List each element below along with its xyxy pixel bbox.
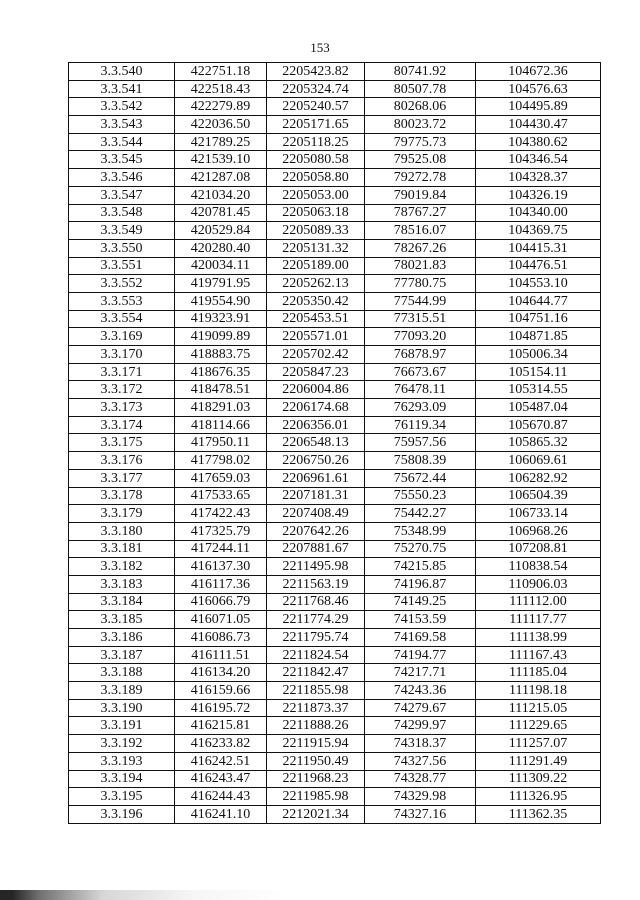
coord-d-cell: 106282.92 [476,469,601,487]
coord-a-cell: 416233.82 [175,735,267,753]
coord-c-cell: 74215.85 [365,558,476,576]
point-id-cell: 3.3.187 [69,646,175,664]
coord-d-cell: 110906.03 [476,575,601,593]
coord-b-cell: 2211824.54 [267,646,365,664]
coord-c-cell: 80507.78 [365,80,476,98]
table-row [69,575,601,593]
table-row [69,363,601,381]
coord-b-cell: 2206174.68 [267,399,365,417]
coord-c-cell: 74318.37 [365,735,476,753]
coord-a-cell: 422751.18 [175,63,267,81]
point-id-cell: 3.3.180 [69,522,175,540]
coord-c-cell: 74217.71 [365,664,476,682]
coord-b-cell: 2206356.01 [267,416,365,434]
coord-c-cell: 74149.25 [365,593,476,611]
point-id-cell: 3.3.179 [69,505,175,523]
coord-d-cell: 105670.87 [476,416,601,434]
coord-a-cell: 416243.47 [175,770,267,788]
point-id-cell: 3.3.186 [69,629,175,647]
table-row [69,239,601,257]
coord-b-cell: 2211563.19 [267,575,365,593]
coord-a-cell: 416242.51 [175,752,267,770]
coord-a-cell: 416195.72 [175,699,267,717]
coord-a-cell: 417422.43 [175,505,267,523]
coord-d-cell: 106069.61 [476,452,601,470]
point-id-cell: 3.3.544 [69,133,175,151]
table-row [69,805,601,823]
table-row [69,399,601,417]
coord-d-cell: 104415.31 [476,239,601,257]
coord-b-cell: 2212021.34 [267,805,365,823]
table-row [69,80,601,98]
table-row [69,346,601,364]
point-id-cell: 3.3.188 [69,664,175,682]
coord-d-cell: 104430.47 [476,116,601,134]
coord-d-cell: 105006.34 [476,346,601,364]
coord-a-cell: 420781.45 [175,204,267,222]
coord-a-cell: 417659.03 [175,469,267,487]
table-row [69,522,601,540]
coord-a-cell: 418883.75 [175,346,267,364]
coord-b-cell: 2211774.29 [267,611,365,629]
coord-d-cell: 104346.54 [476,151,601,169]
table-row [69,788,601,806]
coord-d-cell: 111309.22 [476,770,601,788]
point-id-cell: 3.3.170 [69,346,175,364]
coord-b-cell: 2205118.25 [267,133,365,151]
coord-a-cell: 418291.03 [175,399,267,417]
coord-d-cell: 106733.14 [476,505,601,523]
point-id-cell: 3.3.193 [69,752,175,770]
coord-a-cell: 416071.05 [175,611,267,629]
coord-d-cell: 104340.00 [476,204,601,222]
coord-b-cell: 2207881.67 [267,540,365,558]
coord-d-cell: 107208.81 [476,540,601,558]
point-id-cell: 3.3.192 [69,735,175,753]
table-row [69,505,601,523]
table-row [69,257,601,275]
table-row [69,151,601,169]
coord-c-cell: 74329.98 [365,788,476,806]
coord-c-cell: 74153.59 [365,611,476,629]
coord-c-cell: 78267.26 [365,239,476,257]
coord-c-cell: 79272.78 [365,169,476,187]
coord-c-cell: 77315.51 [365,310,476,328]
coord-c-cell: 77780.75 [365,275,476,293]
coord-a-cell: 418676.35 [175,363,267,381]
point-id-cell: 3.3.196 [69,805,175,823]
table-row [69,611,601,629]
point-id-cell: 3.3.541 [69,80,175,98]
coord-b-cell: 2205847.23 [267,363,365,381]
coord-c-cell: 77093.20 [365,328,476,346]
coord-c-cell: 75957.56 [365,434,476,452]
coord-a-cell: 421539.10 [175,151,267,169]
coord-d-cell: 111326.95 [476,788,601,806]
coord-a-cell: 420034.11 [175,257,267,275]
table-row [69,169,601,187]
coord-d-cell: 111185.04 [476,664,601,682]
table-row [69,452,601,470]
coord-b-cell: 2205324.74 [267,80,365,98]
coord-d-cell: 105865.32 [476,434,601,452]
table-row [69,204,601,222]
point-id-cell: 3.3.174 [69,416,175,434]
coord-c-cell: 76878.97 [365,346,476,364]
coord-a-cell: 419099.89 [175,328,267,346]
coord-b-cell: 2206961.61 [267,469,365,487]
coord-c-cell: 80268.06 [365,98,476,116]
coord-c-cell: 78021.83 [365,257,476,275]
point-id-cell: 3.3.194 [69,770,175,788]
coord-c-cell: 75270.75 [365,540,476,558]
coord-b-cell: 2211768.46 [267,593,365,611]
point-id-cell: 3.3.173 [69,399,175,417]
coord-a-cell: 420280.40 [175,239,267,257]
coord-d-cell: 111229.65 [476,717,601,735]
table-row [69,434,601,452]
coordinate-table [68,62,601,824]
coord-d-cell: 111112.00 [476,593,601,611]
point-id-cell: 3.3.183 [69,575,175,593]
point-id-cell: 3.3.189 [69,682,175,700]
coord-d-cell: 111215.05 [476,699,601,717]
table-row [69,292,601,310]
coord-b-cell: 2205171.65 [267,116,365,134]
point-id-cell: 3.3.552 [69,275,175,293]
coord-a-cell: 417950.11 [175,434,267,452]
coord-d-cell: 104326.19 [476,186,601,204]
coord-b-cell: 2205058.80 [267,169,365,187]
coord-d-cell: 104476.51 [476,257,601,275]
table-row [69,682,601,700]
coord-b-cell: 2205063.18 [267,204,365,222]
table-row [69,310,601,328]
table-row [69,487,601,505]
table-row [69,222,601,240]
coord-a-cell: 416066.79 [175,593,267,611]
coord-b-cell: 2206750.26 [267,452,365,470]
coord-d-cell: 104495.89 [476,98,601,116]
table-row [69,717,601,735]
coord-d-cell: 111198.18 [476,682,601,700]
coord-c-cell: 80023.72 [365,116,476,134]
point-id-cell: 3.3.175 [69,434,175,452]
table-row [69,116,601,134]
coord-c-cell: 74243.36 [365,682,476,700]
point-id-cell: 3.3.554 [69,310,175,328]
coord-c-cell: 78516.07 [365,222,476,240]
point-id-cell: 3.3.181 [69,540,175,558]
coord-d-cell: 111362.35 [476,805,601,823]
coord-b-cell: 2205131.32 [267,239,365,257]
table-row [69,469,601,487]
coord-a-cell: 422036.50 [175,116,267,134]
table-row [69,275,601,293]
coord-b-cell: 2211873.37 [267,699,365,717]
coord-c-cell: 77544.99 [365,292,476,310]
coord-d-cell: 105154.11 [476,363,601,381]
coord-a-cell: 416215.81 [175,717,267,735]
point-id-cell: 3.3.185 [69,611,175,629]
coord-d-cell: 104380.62 [476,133,601,151]
coord-d-cell: 110838.54 [476,558,601,576]
point-id-cell: 3.3.548 [69,204,175,222]
coord-d-cell: 106504.39 [476,487,601,505]
coord-a-cell: 417798.02 [175,452,267,470]
point-id-cell: 3.3.182 [69,558,175,576]
coord-b-cell: 2211915.94 [267,735,365,753]
coord-c-cell: 75348.99 [365,522,476,540]
coord-a-cell: 416134.20 [175,664,267,682]
table-row [69,558,601,576]
coord-b-cell: 2207181.31 [267,487,365,505]
point-id-cell: 3.3.191 [69,717,175,735]
coord-a-cell: 416137.30 [175,558,267,576]
table-row [69,133,601,151]
coord-b-cell: 2205350.42 [267,292,365,310]
coord-c-cell: 76478.11 [365,381,476,399]
coord-a-cell: 417244.11 [175,540,267,558]
point-id-cell: 3.3.550 [69,239,175,257]
coord-c-cell: 74169.58 [365,629,476,647]
point-id-cell: 3.3.169 [69,328,175,346]
coord-b-cell: 2205089.33 [267,222,365,240]
page-number: 153 [310,40,330,55]
coord-b-cell: 2211495.98 [267,558,365,576]
coord-a-cell: 421789.25 [175,133,267,151]
coord-d-cell: 111167.43 [476,646,601,664]
coord-a-cell: 421287.08 [175,169,267,187]
coord-d-cell: 106968.26 [476,522,601,540]
coord-c-cell: 74299.97 [365,717,476,735]
coord-b-cell: 2211795.74 [267,629,365,647]
coord-b-cell: 2206004.86 [267,381,365,399]
coord-a-cell: 420529.84 [175,222,267,240]
coord-b-cell: 2211968.23 [267,770,365,788]
coord-d-cell: 104672.36 [476,63,601,81]
coord-c-cell: 76119.34 [365,416,476,434]
point-id-cell: 3.3.178 [69,487,175,505]
coord-d-cell: 104644.77 [476,292,601,310]
table-row [69,381,601,399]
coord-b-cell: 2211985.98 [267,788,365,806]
coord-b-cell: 2211842.47 [267,664,365,682]
coord-c-cell: 75808.39 [365,452,476,470]
table-row [69,646,601,664]
coordinate-table-body [69,63,601,824]
coord-c-cell: 79775.73 [365,133,476,151]
coord-b-cell: 2205189.00 [267,257,365,275]
coord-a-cell: 419323.91 [175,310,267,328]
point-id-cell: 3.3.551 [69,257,175,275]
coord-c-cell: 74327.16 [365,805,476,823]
coord-a-cell: 416159.66 [175,682,267,700]
point-id-cell: 3.3.177 [69,469,175,487]
coord-d-cell: 104871.85 [476,328,601,346]
coord-d-cell: 111117.77 [476,611,601,629]
table-row [69,186,601,204]
coord-d-cell: 111138.99 [476,629,601,647]
coord-b-cell: 2207642.26 [267,522,365,540]
point-id-cell: 3.3.542 [69,98,175,116]
coord-a-cell: 421034.20 [175,186,267,204]
coord-d-cell: 104328.37 [476,169,601,187]
point-id-cell: 3.3.195 [69,788,175,806]
coord-a-cell: 419554.90 [175,292,267,310]
coord-c-cell: 76293.09 [365,399,476,417]
table-row [69,770,601,788]
coord-a-cell: 416117.36 [175,575,267,593]
coord-b-cell: 2205702.42 [267,346,365,364]
point-id-cell: 3.3.549 [69,222,175,240]
coord-c-cell: 75672.44 [365,469,476,487]
coord-c-cell: 80741.92 [365,63,476,81]
coord-c-cell: 74279.67 [365,699,476,717]
coord-d-cell: 111291.49 [476,752,601,770]
coord-b-cell: 2206548.13 [267,434,365,452]
coord-c-cell: 74194.77 [365,646,476,664]
coord-c-cell: 75442.27 [365,505,476,523]
coord-b-cell: 2205080.58 [267,151,365,169]
coord-c-cell: 79525.08 [365,151,476,169]
point-id-cell: 3.3.553 [69,292,175,310]
coord-b-cell: 2207408.49 [267,505,365,523]
table-row [69,664,601,682]
coord-d-cell: 104369.75 [476,222,601,240]
coord-a-cell: 418114.66 [175,416,267,434]
coord-d-cell: 104576.63 [476,80,601,98]
coord-b-cell: 2211855.98 [267,682,365,700]
point-id-cell: 3.3.176 [69,452,175,470]
coord-a-cell: 419791.95 [175,275,267,293]
point-id-cell: 3.3.171 [69,363,175,381]
coord-c-cell: 76673.67 [365,363,476,381]
table-row [69,63,601,81]
point-id-cell: 3.3.547 [69,186,175,204]
coord-c-cell: 78767.27 [365,204,476,222]
coord-a-cell: 417533.65 [175,487,267,505]
coord-c-cell: 74196.87 [365,575,476,593]
point-id-cell: 3.3.184 [69,593,175,611]
point-id-cell: 3.3.172 [69,381,175,399]
coord-d-cell: 105487.04 [476,399,601,417]
scan-edge-shadow [0,890,640,900]
coord-c-cell: 75550.23 [365,487,476,505]
coord-b-cell: 2205571.01 [267,328,365,346]
table-row [69,699,601,717]
coord-c-cell: 74328.77 [365,770,476,788]
table-row [69,540,601,558]
coord-d-cell: 105314.55 [476,381,601,399]
coord-b-cell: 2205262.13 [267,275,365,293]
point-id-cell: 3.3.545 [69,151,175,169]
coord-b-cell: 2211888.26 [267,717,365,735]
coord-b-cell: 2211950.49 [267,752,365,770]
coord-d-cell: 111257.07 [476,735,601,753]
coord-a-cell: 422279.89 [175,98,267,116]
coord-d-cell: 104751.16 [476,310,601,328]
point-id-cell: 3.3.546 [69,169,175,187]
coord-c-cell: 79019.84 [365,186,476,204]
coord-b-cell: 2205053.00 [267,186,365,204]
point-id-cell: 3.3.540 [69,63,175,81]
coord-b-cell: 2205453.51 [267,310,365,328]
point-id-cell: 3.3.543 [69,116,175,134]
coord-a-cell: 417325.79 [175,522,267,540]
coord-a-cell: 418478.51 [175,381,267,399]
coord-a-cell: 416111.51 [175,646,267,664]
table-row [69,735,601,753]
coord-a-cell: 416086.73 [175,629,267,647]
coord-b-cell: 2205423.82 [267,63,365,81]
coord-a-cell: 422518.43 [175,80,267,98]
coord-a-cell: 416241.10 [175,805,267,823]
coord-a-cell: 416244.43 [175,788,267,806]
coord-c-cell: 74327.56 [365,752,476,770]
table-row [69,593,601,611]
table-row [69,98,601,116]
table-row [69,629,601,647]
coord-b-cell: 2205240.57 [267,98,365,116]
coord-d-cell: 104553.10 [476,275,601,293]
table-row [69,328,601,346]
table-row [69,752,601,770]
point-id-cell: 3.3.190 [69,699,175,717]
table-row [69,416,601,434]
